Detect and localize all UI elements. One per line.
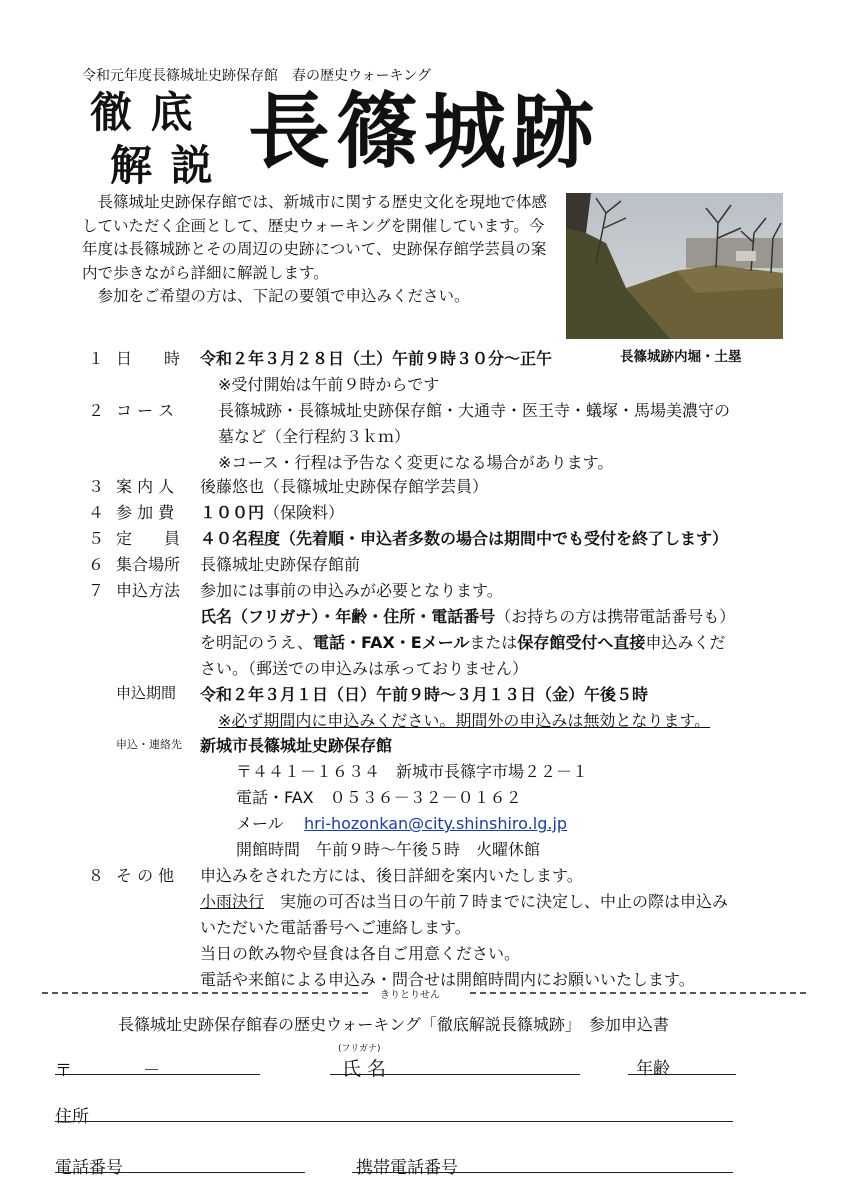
intro-text bbox=[82, 191, 554, 309]
title-tettei: 徹 底 bbox=[90, 88, 195, 137]
label-fee: 参 加 費 bbox=[116, 503, 175, 522]
label-period: 申込期間 bbox=[116, 684, 177, 702]
other-line-5: 電話や来館による申込み・問合せは開館時間内にお願いいたします。 bbox=[200, 970, 695, 989]
item-number: ７ bbox=[88, 581, 105, 600]
value-period: 令和２年３月１日（日）午前９時～３月１３日（金）午後５時 bbox=[200, 685, 649, 704]
period-warning: ※必ず期間内に申込みください。期間外の申込みは無効となります。 bbox=[218, 711, 711, 730]
note-course: ※コース・行程は予告なく変更になる場合があります。 bbox=[218, 453, 614, 472]
text-segment: または bbox=[469, 633, 518, 652]
email-link[interactable]: hri-hozonkan@city.shinshiro.lg.jp bbox=[304, 814, 568, 833]
mobile-note: （お持ちの方は携帯電話番号も） bbox=[495, 607, 736, 626]
age-field[interactable] bbox=[628, 1074, 736, 1075]
postal-code-field[interactable] bbox=[55, 1074, 260, 1075]
other-line-2 bbox=[200, 889, 728, 912]
item-number: ３ bbox=[88, 477, 105, 496]
mobile-field[interactable] bbox=[352, 1172, 733, 1173]
cut-line-left bbox=[42, 992, 368, 994]
note-reception: ※受付開始は午前９時からです bbox=[218, 375, 440, 394]
address-field[interactable] bbox=[55, 1121, 733, 1122]
photo-caption: 長篠城跡内堀・土塁 bbox=[620, 349, 742, 365]
contact-methods: 電話・FAX・Eメール bbox=[312, 633, 470, 652]
email-label: メール bbox=[236, 814, 284, 833]
label-other: そ の 他 bbox=[116, 866, 175, 885]
application-line-2 bbox=[200, 604, 735, 627]
fee-note: （保険料） bbox=[264, 503, 345, 522]
phone-label: 電話番号 bbox=[55, 1158, 123, 1178]
postal-dash: － bbox=[143, 1061, 160, 1081]
application-line-3 bbox=[200, 630, 725, 653]
opening-hours: 開館時間 午前９時～午後５時 火曜休館 bbox=[236, 840, 541, 859]
address-label: 住所 bbox=[55, 1107, 89, 1127]
contact-email-row bbox=[236, 811, 567, 834]
label-meeting-place: 集合場所 bbox=[116, 555, 181, 574]
contact-phone: 電話・FAX ０５３６－３２－０１６２ bbox=[236, 788, 522, 807]
name-field[interactable] bbox=[330, 1074, 580, 1075]
postal-mark: 〒 bbox=[55, 1061, 72, 1081]
item-number: １ bbox=[88, 349, 105, 368]
label-contact: 申込・連絡先 bbox=[116, 738, 182, 751]
intro-paragraph-2: 参加をご希望の方は、下記の要領で申込みください。 bbox=[97, 287, 470, 306]
label-course: コ ー ス bbox=[116, 401, 175, 420]
event-subtitle: 令和元年度長篠城址史跡保存館 春の歴史ウォーキング bbox=[82, 68, 432, 84]
intro-paragraph-1: 長篠城址史跡保存館では、新城市に関する歴史文化を現地で体感していただく企画として、歴史ウォーキングを開催しています。今年度は長篠城跡とその周辺の史跡について、史跡保存館学芸員の案内で歩きながら詳細に解説します。 bbox=[82, 193, 548, 282]
text-segment: 実施の可否は当日の午前７時までに決定し、中止の際は申込み bbox=[264, 892, 729, 911]
page-title: 長篠城跡 bbox=[248, 85, 601, 180]
in-person-method: 保存館受付へ直接 bbox=[517, 633, 646, 652]
application-line-1: 参加には事前の申込みが必要となります。 bbox=[200, 581, 503, 600]
title-kaisetsu: 解 説 bbox=[110, 141, 215, 190]
rain-policy: 小雨決行 bbox=[200, 892, 265, 911]
text-segment: を明記のうえ、 bbox=[200, 633, 313, 652]
label-capacity: 定 員 bbox=[116, 529, 181, 548]
item-number: ６ bbox=[88, 555, 105, 574]
other-line-4: 当日の飲み物や昼食は各自ご用意ください。 bbox=[200, 944, 521, 963]
cut-line-right bbox=[470, 992, 806, 994]
value-course-line-2: 墓など（全行程約３ｋｍ） bbox=[218, 427, 411, 446]
value-fee bbox=[200, 500, 344, 523]
value-datetime: 令和２年３月２８日（土）午前９時３０分～正午 bbox=[200, 349, 553, 368]
form-title: 長篠城址史跡保存館春の歴史ウォーキング「徹底解説長篠城跡」 参加申込書 bbox=[118, 1015, 669, 1034]
required-fields: 氏名（フリガナ）・年齢・住所・電話番号 bbox=[200, 607, 496, 626]
cut-line-label: きりとりせん bbox=[380, 990, 440, 1001]
contact-org: 新城市長篠城址史跡保存館 bbox=[200, 736, 393, 755]
name-label: 氏 名 bbox=[342, 1058, 387, 1080]
item-number: ８ bbox=[88, 866, 105, 885]
application-line-4: さい。（郵送での申込みは承っておりません） bbox=[200, 659, 529, 678]
item-number: ２ bbox=[88, 401, 105, 420]
value-meeting-place: 長篠城址史跡保存館前 bbox=[200, 555, 361, 574]
castle-moat-photo bbox=[566, 193, 783, 339]
label-application: 申込方法 bbox=[116, 581, 181, 600]
label-guide: 案 内 人 bbox=[116, 477, 175, 496]
item-number: ５ bbox=[88, 529, 105, 548]
fee-amount: １００円 bbox=[200, 503, 265, 522]
text-segment: 申込みくだ bbox=[645, 633, 726, 652]
value-guide: 後藤悠也（長篠城址史跡保存館学芸員） bbox=[200, 477, 489, 496]
contact-address: 〒４４１－１６３４ 新城市長篠字市場２２－１ bbox=[236, 762, 589, 781]
other-line-1: 申込みをされた方には、後日詳細を案内いたします。 bbox=[200, 866, 583, 885]
other-line-3: いただいた電話番号へご連絡します。 bbox=[200, 918, 471, 937]
value-capacity: ４０名程度（先着順・申込者多数の場合は期間中でも受付を終了します） bbox=[200, 529, 729, 548]
item-number: ４ bbox=[88, 503, 105, 522]
furigana-label: (フリガナ) bbox=[338, 1044, 381, 1054]
mobile-label: 携帯電話番号 bbox=[356, 1158, 458, 1178]
phone-field[interactable] bbox=[55, 1172, 305, 1173]
age-label: 年齢 bbox=[636, 1059, 670, 1079]
value-course-line-1: 長篠城跡・長篠城址史跡保存館・大通寺・医王寺・蟻塚・馬場美濃守の bbox=[218, 401, 731, 420]
label-datetime: 日 時 bbox=[116, 349, 181, 368]
